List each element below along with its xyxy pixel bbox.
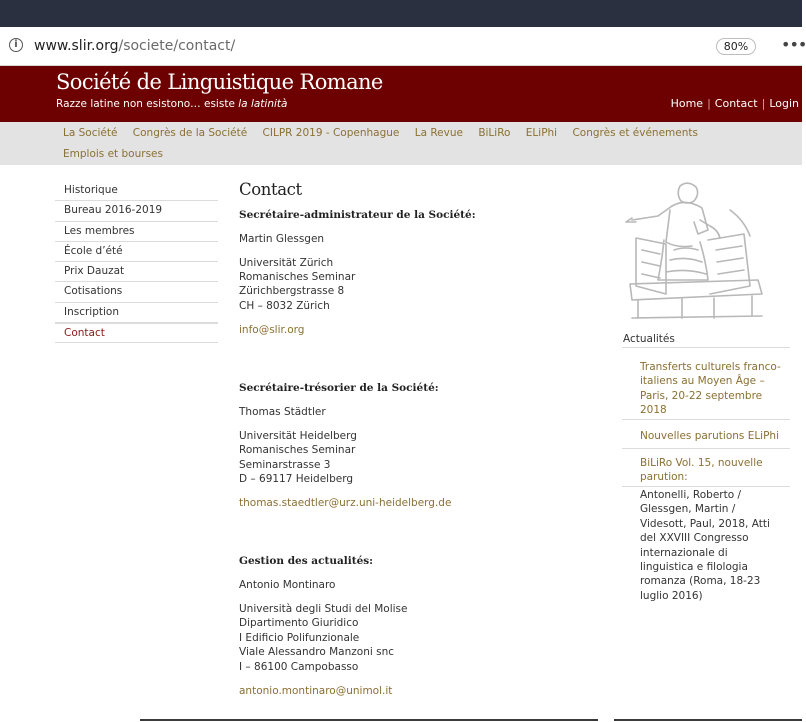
nav-item-la-societe[interactable]: La Société xyxy=(63,127,118,139)
address-line: Universität Zürich xyxy=(239,257,334,269)
email-link-tresorier[interactable]: thomas.staedtler@urz.uni-heidelberg.de xyxy=(239,497,452,509)
email-link-actualites[interactable]: antonio.montinaro@unimol.it xyxy=(239,685,393,697)
news-body-line: Glessgen, Martin / xyxy=(640,503,736,516)
address-line: Universität Heidelberg xyxy=(239,430,357,442)
address-line: I Edificio Polifunzionale xyxy=(239,632,360,644)
section-heading-tresorier: Secrétaire-trésorier de la Société: xyxy=(239,382,439,394)
news-item-biliro-description xyxy=(640,488,792,603)
address-line: CH – 8032 Zürich xyxy=(239,300,330,312)
news-line: italiens au Moyen Âge – xyxy=(640,375,765,388)
section-heading-actualites: Gestion des actualités: xyxy=(239,555,374,567)
news-line: BiLiRo Vol. 15, nouvelle xyxy=(640,457,763,469)
news-body-line: del XXVIII Congresso xyxy=(640,532,749,545)
news-body-line: Videsott, Paul, 2018, Atti xyxy=(640,517,770,530)
info-icon[interactable]: i xyxy=(9,38,23,52)
nav-item-biliro[interactable]: BiLiRo xyxy=(478,127,511,139)
menu-item-historique[interactable]: Historique xyxy=(55,181,218,201)
header-link-login[interactable]: Login xyxy=(769,97,799,110)
seated-scholar-illustration-icon xyxy=(622,180,767,320)
menu-item-prix-dauzat[interactable]: Prix Dauzat xyxy=(55,262,218,282)
address-line: Viale Alessandro Manzoni snc xyxy=(239,646,395,658)
news-body-line: luglio 2016) xyxy=(640,589,703,602)
news-body-line: linguistica e filologia xyxy=(640,561,748,574)
site-tagline xyxy=(56,98,287,110)
browser-address-bar xyxy=(0,27,806,66)
url-host: www.slir.org xyxy=(34,38,119,54)
news-item-transferts[interactable] xyxy=(640,360,792,418)
news-body-line: Antonelli, Roberto / xyxy=(640,489,742,501)
menu-item-bureau[interactable]: Bureau 2016-2019 xyxy=(55,201,218,221)
section-menu xyxy=(55,181,218,343)
tagline-text: Razze latine non esistono… esiste xyxy=(56,98,239,110)
site-header xyxy=(0,66,802,122)
address-line: I – 86100 Campobasso xyxy=(239,661,359,673)
main-navigation xyxy=(0,122,802,165)
more-menu-icon[interactable]: ••• xyxy=(781,35,806,54)
address-line: Dipartimento Giuridico xyxy=(239,617,359,629)
menu-item-ecole-ete[interactable]: École d’été xyxy=(55,242,218,262)
address-line: D – 69117 Heidelberg xyxy=(239,473,353,485)
menu-item-membres[interactable]: Les membres xyxy=(55,222,218,242)
menu-item-contact-active[interactable]: Contact xyxy=(55,323,218,343)
nav-item-emplois-bourses[interactable]: Emplois et bourses xyxy=(63,148,163,160)
main-nav-row-2 xyxy=(63,148,175,160)
separator: | xyxy=(761,97,766,110)
url-field[interactable] xyxy=(34,38,235,54)
news-heading: Actualités xyxy=(623,333,675,345)
nav-item-eliphi[interactable]: ELiPhi xyxy=(525,127,558,139)
divider xyxy=(622,486,790,487)
nav-item-cilpr-2019[interactable]: CILPR 2019 - Copenhague xyxy=(262,127,400,139)
main-nav-row-1 xyxy=(63,127,710,139)
menu-item-inscription[interactable]: Inscription xyxy=(55,303,218,323)
email-link-administrateur[interactable]: info@slir.org xyxy=(239,324,305,336)
nav-item-la-revue[interactable]: La Revue xyxy=(414,127,463,139)
contact-name: Thomas Städtler xyxy=(239,406,326,418)
separator: | xyxy=(707,97,711,110)
news-body-line: internazionale di xyxy=(640,546,728,559)
nav-item-congres-societe[interactable]: Congrès de la Société xyxy=(132,127,248,139)
news-item-eliphi[interactable] xyxy=(640,429,792,443)
zoom-level-badge[interactable]: 80% xyxy=(716,38,756,55)
address-line: Università degli Studi del Molise xyxy=(239,603,408,615)
section-heading-administrateur: Secrétaire-administrateur de la Société: xyxy=(239,209,476,221)
header-link-contact[interactable]: Contact xyxy=(714,97,758,110)
tagline-emphasis: la latinità xyxy=(238,98,288,110)
url-path: /societe/contact/ xyxy=(118,38,236,54)
news-line: Transferts culturels franco- xyxy=(640,361,781,373)
footer-rule xyxy=(614,719,802,721)
contact-name: Martin Glessgen xyxy=(239,233,325,245)
header-links xyxy=(671,97,799,110)
divider xyxy=(622,419,790,420)
header-link-home[interactable]: Home xyxy=(670,97,704,110)
news-line: parution: xyxy=(640,471,688,484)
nav-item-congres-evenements[interactable]: Congrès et événements xyxy=(572,127,698,139)
divider xyxy=(622,347,790,348)
menu-item-cotisations[interactable]: Cotisations xyxy=(55,282,218,302)
divider xyxy=(622,448,790,449)
address-line: Romanisches Seminar xyxy=(239,271,356,283)
main-content xyxy=(239,180,599,697)
page-title: Contact xyxy=(239,180,302,199)
news-line: 2018 xyxy=(640,404,667,417)
footer-rule xyxy=(140,719,598,721)
news-item-biliro[interactable] xyxy=(640,456,792,485)
address-line: Seminarstrasse 3 xyxy=(239,459,331,471)
news-line: Nouvelles parutions ELiPhi xyxy=(640,430,780,442)
contact-name: Antonio Montinaro xyxy=(239,579,336,591)
site-title[interactable]: Société de Linguistique Romane xyxy=(56,70,383,94)
address-line: Romanisches Seminar xyxy=(239,444,356,456)
news-body-line: romanza (Roma, 18-23 xyxy=(640,575,761,588)
os-title-strip xyxy=(0,0,802,27)
address-line: Zürichbergstrasse 8 xyxy=(239,285,345,297)
news-line: Paris, 20-22 septembre xyxy=(640,389,763,402)
